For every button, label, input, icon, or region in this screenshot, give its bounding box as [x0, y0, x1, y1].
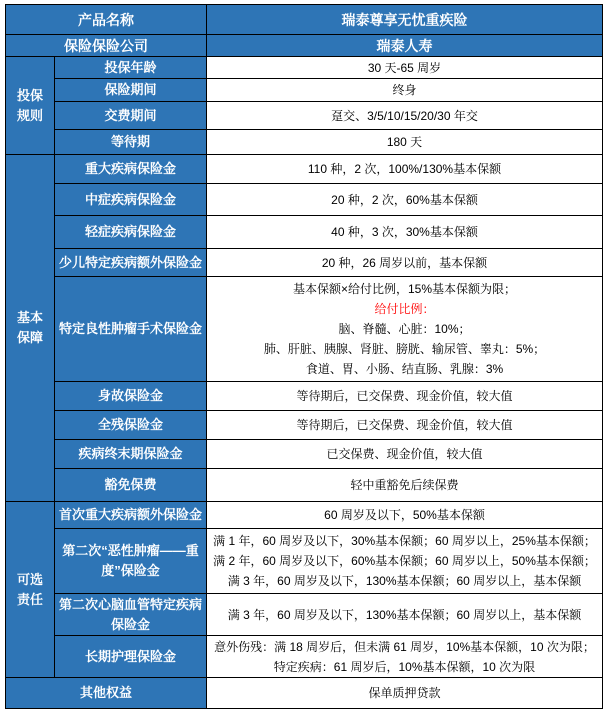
row-label: 等待期 — [55, 130, 207, 155]
table-row-other — [6, 678, 603, 709]
table-row — [6, 102, 603, 130]
row-label: 重大疾病保险金 — [55, 155, 207, 184]
product-spec-table — [5, 4, 603, 709]
product-name-value: 瑞泰尊享无忧重疾险 — [207, 5, 603, 35]
value-line: 满 2 年，60 周岁及以下，60%基本保额；60 周岁以上，50%基本保额； — [213, 554, 596, 568]
group-label-line: 可选 — [16, 571, 43, 587]
table-row — [6, 249, 603, 277]
row-label: 少儿特定疾病额外保险金 — [55, 249, 207, 277]
table-row — [6, 184, 603, 216]
row-label — [55, 594, 207, 636]
row-value: 60 周岁及以下，50%基本保额 — [207, 502, 603, 529]
group-label-line: 规则 — [16, 107, 43, 123]
table-row — [6, 502, 603, 529]
value-line: 意外伤残：满 18 周岁后，但未满 61 周岁，10%基本保额，10 次为限； — [214, 639, 595, 654]
value-line: 脑、脊髓、心脏：10%； — [338, 322, 471, 336]
row-value: 180 天 — [207, 130, 603, 155]
group-label-line: 保障 — [16, 330, 43, 345]
label-line: 保险金 — [110, 616, 150, 632]
table-row — [6, 130, 603, 155]
row-value — [207, 636, 603, 678]
value-line: 食道、胃、小肠、结直肠、乳腺：3% — [305, 362, 504, 376]
group-label-basic-coverage — [6, 155, 55, 502]
row-value: 110 种，2 次，100%/130%基本保额 — [207, 155, 603, 184]
group-label-line: 责任 — [16, 591, 43, 607]
table-row — [6, 594, 603, 636]
row-value: 已交保费、现金价值，较大值 — [207, 440, 603, 469]
row-value: 终身 — [207, 79, 603, 102]
row-label: 保险期间 — [55, 79, 207, 102]
other-benefits-label: 其他权益 — [6, 678, 207, 709]
other-benefits-value: 保单质押贷款 — [207, 678, 603, 709]
group-label-optional — [6, 502, 55, 678]
row-label: 投保年龄 — [55, 57, 207, 79]
value-line: 肺、肝脏、胰腺、肾脏、膀胱、输尿管、睾丸：5%； — [263, 342, 546, 356]
row-label: 轻症疾病保险金 — [55, 216, 207, 249]
row-value: 40 种，3 次，30%基本保额 — [207, 216, 603, 249]
row-label: 中症疾病保险金 — [55, 184, 207, 216]
row-value: 等待期后，已交保费、现金价值，较大值 — [207, 411, 603, 440]
row-value: 30 天-65 周岁 — [207, 57, 603, 79]
row-label: 豁免保费 — [55, 469, 207, 502]
label-line: 度”保险金 — [101, 563, 160, 578]
table-row — [6, 382, 603, 411]
value-line: 基本保额×给付比例，15%基本保额为限； — [292, 282, 517, 296]
company-value: 瑞泰人寿 — [207, 35, 603, 57]
row-label: 特定良性肿瘤手术保险金 — [55, 277, 207, 382]
label-line: 第二次心脑血管特定疾病 — [58, 596, 202, 612]
row-label: 全残保险金 — [55, 411, 207, 440]
row-label: 首次重大疾病额外保险金 — [55, 502, 207, 529]
row-label: 疾病终末期保险金 — [55, 440, 207, 469]
row-value: 轻中重豁免后续保费 — [207, 469, 603, 502]
group-label-line: 投保 — [16, 87, 43, 103]
payout-ratio-heading: 给付比例： — [374, 302, 435, 316]
table-row — [6, 469, 603, 502]
value-line: 满 3 年，60 周岁及以下，130%基本保额；60 周岁以上，基本保额 — [227, 574, 582, 588]
table-row — [6, 277, 603, 382]
group-label-line: 基本 — [16, 310, 43, 325]
row-value — [207, 529, 603, 594]
row-value: 满 3 年，60 周岁及以下，130%基本保额；60 周岁以上，基本保额 — [207, 594, 603, 636]
header-row-company — [6, 35, 603, 57]
row-value: 等待期后，已交保费、现金价值，较大值 — [207, 382, 603, 411]
group-label-rules — [6, 57, 55, 155]
table-row — [6, 440, 603, 469]
table-row — [6, 411, 603, 440]
header-row-product — [6, 5, 603, 35]
row-label — [55, 529, 207, 594]
label-line: 第二次“恶性肿瘤——重 — [62, 543, 199, 558]
row-label: 交费期间 — [55, 102, 207, 130]
table-row — [6, 216, 603, 249]
company-label: 保险保险公司 — [6, 35, 207, 57]
table-row — [6, 529, 603, 594]
row-label: 长期护理保险金 — [55, 636, 207, 678]
product-name-label: 产品名称 — [6, 5, 207, 35]
table-row — [6, 636, 603, 678]
value-line: 满 1 年，60 周岁及以下，30%基本保额；60 周岁以上，25%基本保额； — [213, 534, 596, 548]
row-value: 20 种，2 次，60%基本保额 — [207, 184, 603, 216]
table-row — [6, 79, 603, 102]
row-value: 趸交、3/5/10/15/20/30 年交 — [207, 102, 603, 130]
value-line: 特定疾病：61 周岁后，10%基本保额，10 次为限 — [273, 659, 536, 674]
table-row — [6, 57, 603, 79]
row-label: 身故保险金 — [55, 382, 207, 411]
table-row — [6, 155, 603, 184]
row-value — [207, 277, 603, 382]
row-value: 20 种，26 周岁以前，基本保额 — [207, 249, 603, 277]
